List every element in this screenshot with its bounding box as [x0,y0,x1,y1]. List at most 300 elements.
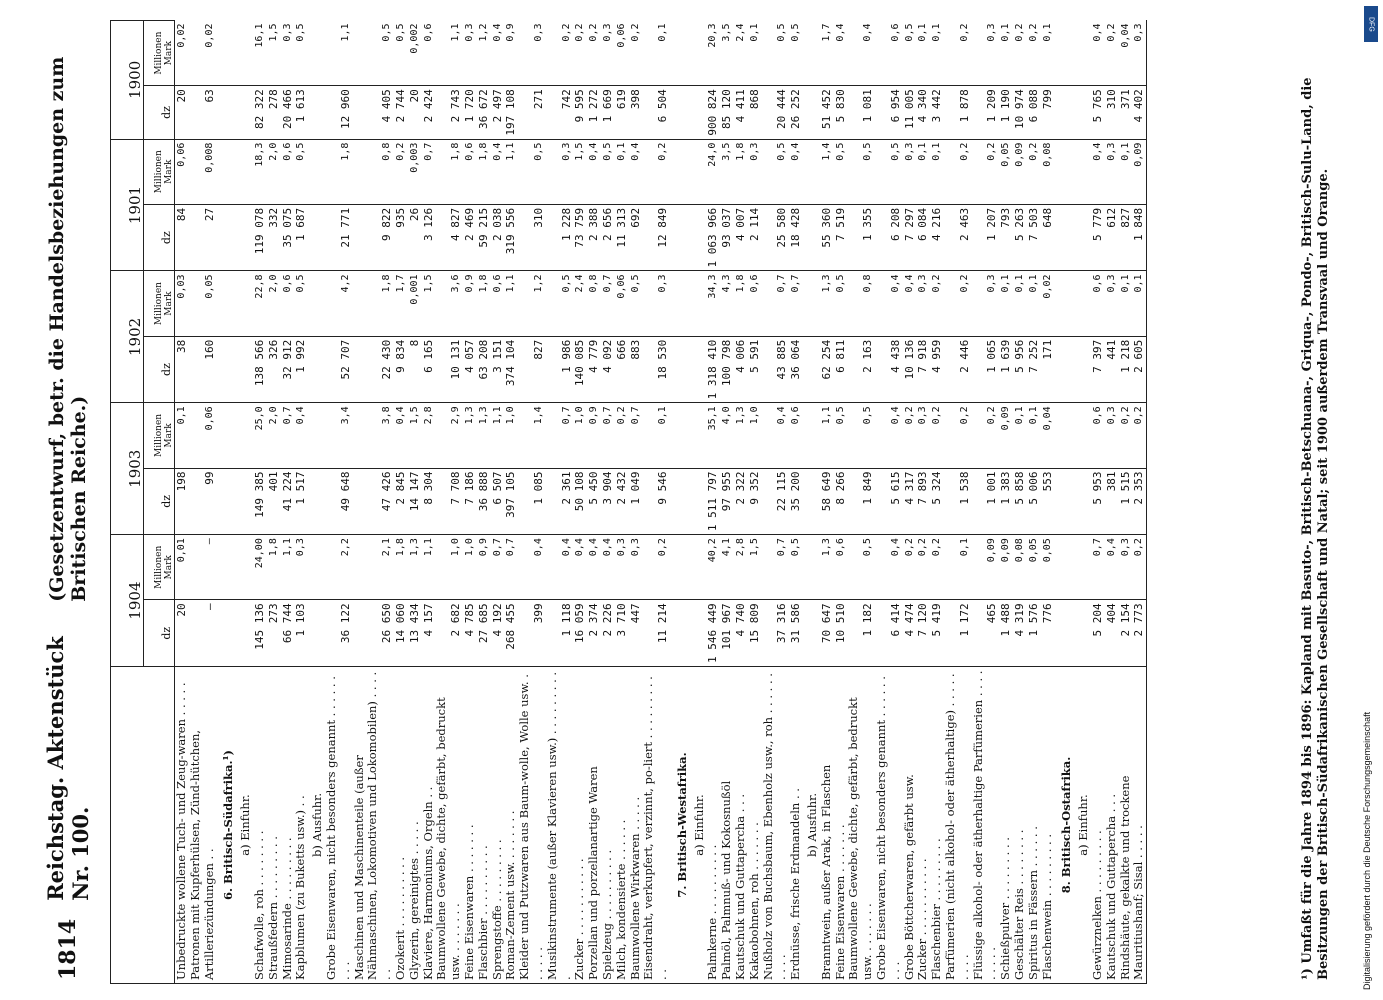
value-cell: 0,3 [281,21,295,86]
value-cell: 0,4 [394,403,408,468]
quantity-cell: 1 639 [999,336,1013,403]
year-header: 1904 [111,535,144,667]
value-cell: 0,4 [875,535,903,600]
empty-cell [1074,535,1091,600]
quantity-cell: 7 252 [1027,336,1041,403]
empty-cell [1054,21,1074,86]
value-cell: 0,04 [1041,403,1055,468]
quantity-cell: 4 402 [1132,86,1146,139]
value-cell: 0,6 [463,139,477,204]
quantity-cell: 85 120 [720,86,734,139]
quantity-cell: 3 151 [491,336,505,403]
value-cell: 0,2 [1105,21,1119,86]
value-cell: 0,08 [1013,535,1027,600]
quantity-cell: 4 438 [875,336,903,403]
quantity-cell: 63 208 [477,336,491,403]
empty-cell [1074,403,1091,468]
quantity-cell: 742 [546,86,574,139]
table-row [706,21,720,984]
quantity-cell: 1 001 [972,468,1000,535]
empty-cell [1054,139,1074,204]
value-cell: 25,0 [253,403,267,468]
quantity-cell: 1 218 [1119,336,1133,403]
empty-cell [1054,204,1074,271]
row-label: Baumwollene Wirkwaren . . . . . [629,667,643,984]
value-cell: 0,2 [930,271,944,336]
quantity-cell: 6 165 [422,336,436,403]
unit-mark-header: Millionen Mark [144,21,175,86]
value-cell: 1,4 [820,139,834,204]
section-heading: 8. Britisch-Ostafrika. [1054,667,1074,984]
section-heading: 6. Britisch-Südafrika.¹) [216,667,236,984]
quantity-cell: 2 656 [601,204,615,271]
table-row [175,21,189,984]
quantity-cell: 2 605 [1132,336,1146,403]
quantity-cell: 12 849 [642,204,670,271]
quantity-cell: 4 319 [1013,600,1027,667]
value-cell: 0,05 [999,139,1013,204]
table-row [903,21,917,984]
row-label: Klaviere, Harmoniums, Orgeln . . [422,667,436,984]
table-row [972,21,1000,984]
table-row [944,21,972,984]
quantity-cell: 1 318 410 [706,336,720,403]
quantity-cell: 31 586 [789,600,803,667]
quantity-cell: 2 682 [435,600,463,667]
empty-cell [1054,336,1074,403]
year-header: 1903 [111,403,144,535]
quantity-cell: 20 444 [762,86,790,139]
value-cell: 1,1 [422,535,436,600]
empty-cell [670,139,690,204]
empty-cell [308,600,325,667]
quantity-cell: 2 226 [601,600,615,667]
value-cell: 0,3 [518,21,546,86]
row-label: Feine Eisenwaren . . . . . . . [834,667,848,984]
quantity-cell: 7 893 [916,468,930,535]
row-label: Branntwein, außer Arak, in Flaschen [820,667,834,984]
quantity-cell: 2 446 [944,336,972,403]
value-cell: 0,1 [1013,403,1027,468]
value-cell: 0,03 [175,271,189,336]
quantity-cell: 66 744 [281,600,295,667]
quantity-cell: 1 517 [294,468,308,535]
value-cell: 0,5 [294,139,308,204]
row-label: Porzellan und porzellanartige Waren [587,667,601,984]
quantity-cell: 35 200 [789,468,803,535]
quantity-cell: 9 834 [394,336,408,403]
quantity-cell: 5 779 [1091,204,1105,271]
value-cell: 2,4 [734,21,748,86]
value-cell: 1,3 [820,271,834,336]
empty-cell [236,139,253,204]
value-cell: 0,2 [629,21,643,86]
quantity-cell: 36 888 [477,468,491,535]
value-cell: 0,4 [875,403,903,468]
value-cell: 2,0 [267,139,281,204]
value-cell: 4,2 [325,271,353,336]
unit-dz-header: dz [144,336,175,403]
empty-cell [236,600,253,667]
value-cell: 0,7 [281,403,295,468]
value-cell: 3,4 [325,403,353,468]
quantity-cell: 6 504 [642,86,670,139]
value-cell: 1,7 [394,271,408,336]
value-cell: 0,4 [875,271,903,336]
table-row [601,21,615,984]
value-cell: 0,6 [748,271,762,336]
value-cell: 2,9 [435,403,463,468]
quantity-cell: 4 192 [491,600,505,667]
table-row [930,21,944,984]
table-row [734,21,748,984]
quantity-cell: 827 [1119,204,1133,271]
quantity-cell: 868 [748,86,762,139]
footnote: ¹) Umfaßt für die Jahre 1894 bis 1896: Kapland mit Basuto-, Britisch-Betschuana-, Griqua-, Pondo-, Britisch-Sulu-Land, die Besitzungen der Britisch-Südafrikanischen Gesellschaft und Natal; seit 1900 außerdem Transvaal und Orange. [1300,77,1331,980]
quantity-cell: 9 352 [748,468,762,535]
row-label: Baumwollene Gewebe, dichte, gefärbt, bedruckt usw. . . . . . . . [435,667,463,984]
subsection-heading-row [1074,21,1091,984]
quantity-cell: 935 [394,204,408,271]
value-cell: 0,3 [916,403,930,468]
quantity-cell: 4 959 [930,336,944,403]
value-cell: 0,06 [615,21,629,86]
empty-cell [236,271,253,336]
quantity-cell: 52 707 [325,336,353,403]
row-label: Mimosarinde . . . . . . . . . [281,667,295,984]
value-cell: 1,8 [325,139,353,204]
value-cell: 0,2 [546,21,574,86]
value-cell: 0,02 [1041,271,1055,336]
quantity-cell: 14 147 [408,468,422,535]
value-cell: 0,6 [789,403,803,468]
empty-cell [216,21,236,86]
value-cell: 0,1 [1013,271,1027,336]
value-cell: 0,1 [748,21,762,86]
empty-cell [803,468,820,535]
quantity-cell: 4 216 [930,204,944,271]
row-label: Schafwolle, roh . . . . . . . . [253,667,267,984]
quantity-cell: 692 [629,204,643,271]
value-cell: 0,9 [463,271,477,336]
unit-mark-header: Millionen Mark [144,139,175,204]
quantity-cell: 5 591 [748,336,762,403]
quantity-cell: 10 136 [903,336,917,403]
value-cell: 0,2 [394,139,408,204]
row-label: Rindshäute, gekalkte und trockene [1119,667,1133,984]
quantity-cell: 1 272 [587,86,601,139]
quantity-cell: 197 108 [504,86,518,139]
quantity-cell: 619 [615,86,629,139]
unit-dz-header: dz [144,204,175,271]
table-row [720,21,734,984]
value-cell: 20,3 [706,21,720,86]
quantity-cell: 3 904 [601,468,615,535]
value-cell: 0,3 [615,535,629,600]
quantity-cell: 1 849 [847,468,875,535]
value-cell: 0,2 [573,21,587,86]
empty-cell [308,336,325,403]
empty-cell [236,535,253,600]
quantity-cell: 7 397 [1091,336,1105,403]
value-cell: 0,5 [903,21,917,86]
value-cell: 1,5 [573,139,587,204]
quantity-cell: 2 114 [748,204,762,271]
unit-mark-header: Millionen Mark [144,403,175,468]
table-row [518,21,546,984]
value-cell: 0,8 [587,271,601,336]
quantity-cell: 441 [1105,336,1119,403]
empty-cell [1074,139,1091,204]
quantity-cell: 10 510 [834,600,848,667]
value-cell: 0,2 [642,535,670,600]
table-row [294,21,308,984]
quantity-cell: 7 186 [463,468,477,535]
quantity-cell: 36 672 [477,86,491,139]
row-label: Spielzeug . . . . . . . . . . [601,667,615,984]
value-cell: 1,1 [435,21,463,86]
value-cell: 0,3 [972,21,1000,86]
quantity-cell: 1 209 [972,86,1000,139]
table-row [546,21,574,984]
quantity-cell: 371 [1119,86,1133,139]
quantity-cell: 6 954 [875,86,903,139]
value-cell: 1,5 [267,21,281,86]
value-cell: 4,1 [720,535,734,600]
value-cell: 0,5 [294,21,308,86]
value-cell: 0,8 [847,271,875,336]
value-cell: 0,06 [189,403,217,468]
value-cell: 1,1 [281,535,295,600]
quantity-cell: 883 [629,336,643,403]
quantity-cell: 8 [408,336,422,403]
value-cell: 0,4 [1105,535,1119,600]
quantity-cell: 374 104 [504,336,518,403]
value-cell: 2,8 [734,535,748,600]
empty-cell [1074,271,1091,336]
empty-cell [236,21,253,86]
quantity-cell: 5 765 [1091,86,1105,139]
quantity-cell: 55 360 [820,204,834,271]
value-cell: 1,8 [734,139,748,204]
quantity-cell: 4 785 [463,600,477,667]
value-cell: 0,4 [1091,21,1105,86]
value-cell: 24,0 [706,139,720,204]
table-row [629,21,643,984]
value-cell: 2,2 [325,535,353,600]
empty-cell [690,403,707,468]
quantity-cell: 1 118 [546,600,574,667]
empty-cell [670,468,690,535]
quantity-cell: 1 085 [518,468,546,535]
value-cell: 1,8 [353,271,394,336]
quantity-cell: 4 007 [734,204,748,271]
value-cell: 3,8 [353,403,394,468]
value-cell: 1,7 [820,21,834,86]
quantity-cell: 271 [518,86,546,139]
empty-cell [216,336,236,403]
empty-cell [670,403,690,468]
value-cell: 0,06 [175,139,189,204]
value-cell: 1,5 [422,271,436,336]
quantity-cell: 326 [267,336,281,403]
unit-dz-header: dz [144,468,175,535]
value-cell: 0,3 [294,535,308,600]
quantity-cell: 793 [999,204,1013,271]
quantity-cell: 1 720 [463,86,477,139]
quantity-cell: 73 759 [573,204,587,271]
table-row [408,21,422,984]
empty-cell [236,403,253,468]
value-cell: 0,3 [748,139,762,204]
quantity-cell: 5 953 [1091,468,1105,535]
empty-cell [690,271,707,336]
table-row [1119,21,1133,984]
value-cell: 0,2 [916,535,930,600]
quantity-cell: 404 [1105,600,1119,667]
value-cell: 2,0 [267,271,281,336]
quantity-cell: 5 204 [1091,600,1105,667]
table-row [463,21,477,984]
value-cell: 1,2 [518,271,546,336]
value-cell: 0,2 [944,403,972,468]
value-cell: 0,1 [1027,403,1041,468]
table-row [353,21,394,984]
quantity-cell: 1 190 [999,86,1013,139]
funding-note: Digitalisierung gefördert durch die Deutsche Forschungsgemeinschaft [1362,711,1372,990]
quantity-cell: 4 740 [734,600,748,667]
quantity-cell: 16 059 [573,600,587,667]
value-cell: 0,4 [573,535,587,600]
value-cell: 0,2 [903,535,917,600]
quantity-cell: 101 967 [720,600,734,667]
empty-cell [690,600,707,667]
quantity-cell: 5 006 [1027,468,1041,535]
empty-cell [1074,336,1091,403]
quantity-cell: 93 037 [720,204,734,271]
row-label: Grobe Eisenwaren, nicht besonders genannt . . . . . . . . . [875,667,903,984]
empty-cell [690,336,707,403]
table-row [762,21,790,984]
quantity-cell: 7 120 [916,600,930,667]
quantity-cell: 465 [972,600,1000,667]
value-cell: 0,1 [916,21,930,86]
quantity-cell: 6 084 [916,204,930,271]
quantity-cell: 2 432 [615,468,629,535]
table-row [748,21,762,984]
value-cell: 0,5 [875,139,903,204]
table-row [253,21,267,984]
quantity-cell: 21 771 [325,204,353,271]
row-label: Parfümerien (nicht alkohol- oder ätherhaltige) . . . . . . . . . [944,667,972,984]
value-cell: 0,6 [834,535,848,600]
value-cell: 0,3 [916,271,930,336]
quantity-cell: 1 103 [294,600,308,667]
empty-cell [690,468,707,535]
value-cell: 0,2 [1132,535,1146,600]
table-row [573,21,587,984]
quantity-cell: 1 576 [1027,600,1041,667]
value-cell: 0,7 [546,403,574,468]
table-row [789,21,803,984]
value-cell: 0,5 [847,139,875,204]
empty-cell [216,403,236,468]
value-cell: 3,5 [720,21,734,86]
quantity-cell: 47 426 [353,468,394,535]
quantity-cell: 7 918 [916,336,930,403]
value-cell: 0,2 [1119,403,1133,468]
quantity-cell: 11 313 [615,204,629,271]
quantity-cell: 1 613 [294,86,308,139]
empty-cell [216,139,236,204]
table-body [175,21,1147,984]
empty-cell [670,21,690,86]
quantity-cell: 36 122 [325,600,353,667]
row-label: Kautschuk und Guttapercha . . . [1105,667,1119,984]
quantity-cell: 8 266 [834,468,848,535]
empty-cell [803,139,820,204]
value-cell: 1,8 [435,139,463,204]
label-column-header [111,667,175,984]
quantity-cell: 20 [175,600,189,667]
row-label: Mauritiushanf; Sisal . . . . . [1132,667,1146,984]
value-cell: 0,2 [944,21,972,86]
subsection-heading: a) Einfuhr. [1074,667,1091,984]
value-cell: 0,1 [1027,271,1041,336]
quantity-cell: 4 006 [734,336,748,403]
value-cell: 0,1 [916,139,930,204]
value-cell: 0,002 [408,21,422,86]
value-cell: 0,2 [642,139,670,204]
quantity-cell: 1 228 [546,204,574,271]
value-cell: 1,5 [748,535,762,600]
quantity-cell: 62 254 [820,336,834,403]
value-cell: 0,2 [972,139,1000,204]
quantity-cell: 26 650 [353,600,394,667]
dfg-logo: DFG [1364,6,1378,42]
quantity-cell: 1 172 [944,600,972,667]
quantity-cell: 2 163 [847,336,875,403]
quantity-cell: 7 297 [903,204,917,271]
empty-cell [690,139,707,204]
row-label: Maschinen und Maschinenteile (außer Nähmaschinen, Lokomotiven und Lokomobilen) . . . . . . [353,667,394,984]
quantity-cell: 1 848 [1132,204,1146,271]
quantity-cell: 2 353 [1132,468,1146,535]
value-cell: 18,3 [253,139,267,204]
empty-cell [690,86,707,139]
value-cell: 2,4 [573,271,587,336]
row-label: Straußfedern . . . . . . . . . [267,667,281,984]
value-cell: 0,001 [408,271,422,336]
value-cell: 0,5 [762,21,790,86]
quantity-cell: 4 157 [422,600,436,667]
quantity-cell: 22 430 [353,336,394,403]
value-cell: 0,5 [834,271,848,336]
value-cell: 0,5 [847,535,875,600]
quantity-cell: 12 960 [325,86,353,139]
value-cell: 0,4 [1091,139,1105,204]
row-label: Ozokerit . . . . . . . . . . [394,667,408,984]
unit-dz-header: dz [144,86,175,139]
quantity-cell: 35 075 [281,204,295,271]
value-cell: 0,1 [1132,271,1146,336]
table-row [875,21,903,984]
empty-cell [308,535,325,600]
quantity-cell: 9 546 [642,468,670,535]
section-heading-row [1054,21,1074,984]
value-cell: 0,4 [294,403,308,468]
table-row [422,21,436,984]
